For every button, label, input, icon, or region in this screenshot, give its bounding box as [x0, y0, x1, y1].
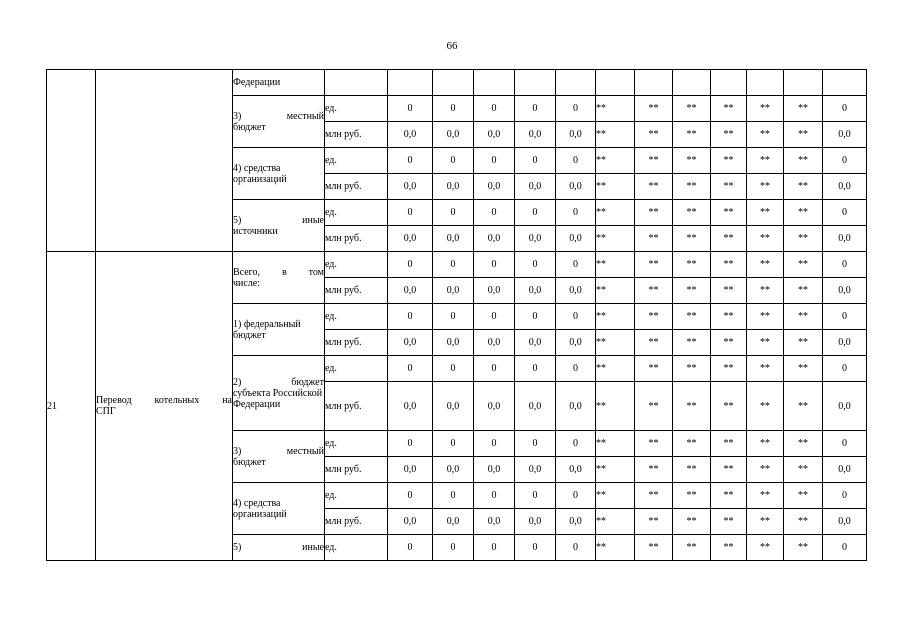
- value-cell: **: [673, 252, 711, 278]
- value-cell: 0: [515, 535, 556, 561]
- value-cell: 0: [823, 483, 867, 509]
- value-cell: **: [596, 535, 635, 561]
- value-cell: **: [784, 278, 823, 304]
- value-cell: 0,0: [556, 226, 596, 252]
- value-cell: **: [596, 330, 635, 356]
- value-cell: **: [747, 431, 784, 457]
- value-cell: 0,0: [433, 122, 474, 148]
- value-cell: **: [711, 226, 747, 252]
- value-cell: 0: [823, 431, 867, 457]
- value-cell: 0,0: [515, 226, 556, 252]
- value-cell: 0: [823, 200, 867, 226]
- unit-label: ед.: [325, 356, 388, 382]
- value-cell: 0,0: [474, 174, 515, 200]
- table-row: [47, 70, 867, 96]
- funding-source-line: 5) иные: [233, 214, 324, 226]
- budget-table: [46, 69, 867, 561]
- value-cell: **: [673, 278, 711, 304]
- value-cell: 0,0: [474, 330, 515, 356]
- value-cell: 0: [515, 252, 556, 278]
- value-cell: **: [673, 174, 711, 200]
- value-cell: 0,0: [433, 330, 474, 356]
- value-cell: 0,0: [823, 509, 867, 535]
- value-cell: **: [635, 278, 673, 304]
- value-cell: **: [596, 304, 635, 330]
- value-cell: 0,0: [433, 174, 474, 200]
- value-cell: 0: [515, 483, 556, 509]
- value-cell: **: [596, 509, 635, 535]
- value-cell: 0: [515, 200, 556, 226]
- value-cell: 0: [433, 96, 474, 122]
- value-cell: 0: [515, 431, 556, 457]
- value-cell: 0: [474, 252, 515, 278]
- funding-source: [233, 200, 325, 252]
- value-cell: **: [596, 431, 635, 457]
- value-cell: 0,0: [433, 382, 474, 431]
- value-cell: **: [711, 330, 747, 356]
- value-cell: **: [747, 200, 784, 226]
- value-cell: 0: [556, 431, 596, 457]
- value-cell: **: [635, 356, 673, 382]
- value-cell: **: [747, 278, 784, 304]
- unit-label: ед.: [325, 304, 388, 330]
- funding-source: [233, 535, 325, 561]
- value-cell: 0: [388, 535, 433, 561]
- value-cell: **: [673, 535, 711, 561]
- value-cell: 0: [388, 356, 433, 382]
- value-cell: **: [711, 382, 747, 431]
- unit-label: млн руб.: [325, 330, 388, 356]
- value-cell: 0,0: [823, 122, 867, 148]
- value-cell: **: [711, 148, 747, 174]
- value-cell: 0,0: [433, 509, 474, 535]
- funding-source-rest: числе:: [233, 277, 261, 289]
- value-cell: 0: [556, 535, 596, 561]
- value-cell: **: [711, 535, 747, 561]
- value-cell: **: [711, 509, 747, 535]
- value-cell: 0: [388, 96, 433, 122]
- row-name-line: Перевод котельных на: [96, 395, 232, 406]
- value-cell: **: [784, 382, 823, 431]
- funding-source-line: Всего, в том: [233, 266, 324, 278]
- value-cell: 0: [433, 252, 474, 278]
- unit-label: ед.: [325, 483, 388, 509]
- value-cell: **: [747, 457, 784, 483]
- unit-label: млн руб.: [325, 122, 388, 148]
- value-cell: 0: [515, 304, 556, 330]
- value-cell: 0,0: [433, 226, 474, 252]
- value-cell: **: [673, 96, 711, 122]
- value-cell: 0,0: [823, 226, 867, 252]
- value-cell: **: [711, 278, 747, 304]
- value-cell: **: [673, 457, 711, 483]
- value-cell: **: [673, 382, 711, 431]
- value-cell: **: [673, 226, 711, 252]
- funding-source: [233, 431, 325, 483]
- value-cell: 0: [433, 356, 474, 382]
- value-cell: 0,0: [556, 509, 596, 535]
- value-cell: **: [747, 356, 784, 382]
- value-cell: 0: [556, 252, 596, 278]
- value-cell: **: [747, 382, 784, 431]
- value-cell: **: [711, 483, 747, 509]
- value-cell: 0,0: [388, 278, 433, 304]
- value-cell: **: [711, 431, 747, 457]
- value-cell: 0: [823, 356, 867, 382]
- value-cell: [823, 70, 867, 96]
- value-cell: **: [673, 148, 711, 174]
- funding-source: [233, 96, 325, 148]
- value-cell: **: [673, 330, 711, 356]
- value-cell: **: [784, 200, 823, 226]
- value-cell: **: [784, 96, 823, 122]
- value-cell: **: [747, 252, 784, 278]
- value-cell: **: [784, 122, 823, 148]
- value-cell: 0,0: [474, 226, 515, 252]
- value-cell: 0,0: [823, 457, 867, 483]
- row-name-rest: СПГ: [96, 406, 116, 417]
- value-cell: **: [635, 252, 673, 278]
- unit-label: ед.: [325, 96, 388, 122]
- value-cell: 0,0: [823, 174, 867, 200]
- value-cell: 0: [556, 148, 596, 174]
- value-cell: 0: [515, 148, 556, 174]
- value-cell: 0: [474, 356, 515, 382]
- value-cell: **: [784, 483, 823, 509]
- value-cell: **: [784, 148, 823, 174]
- value-cell: **: [747, 330, 784, 356]
- value-cell: **: [711, 122, 747, 148]
- unit-label: млн руб.: [325, 509, 388, 535]
- value-cell: **: [673, 483, 711, 509]
- value-cell: [388, 70, 433, 96]
- value-cell: **: [673, 200, 711, 226]
- funding-source-line: 5) иные: [233, 542, 324, 553]
- value-cell: **: [635, 96, 673, 122]
- value-cell: **: [596, 382, 635, 431]
- funding-source-rest: бюджет: [233, 121, 266, 133]
- funding-source-line: 3) местный: [233, 110, 324, 122]
- unit-label: ед.: [325, 252, 388, 278]
- unit-label: ед.: [325, 200, 388, 226]
- value-cell: 0: [474, 148, 515, 174]
- value-cell: 0: [474, 535, 515, 561]
- value-cell: 0,0: [823, 278, 867, 304]
- value-cell: **: [747, 148, 784, 174]
- value-cell: 0: [474, 483, 515, 509]
- value-cell: 0,0: [388, 330, 433, 356]
- value-cell: 0: [474, 431, 515, 457]
- value-cell: 0,0: [474, 457, 515, 483]
- value-cell: 0: [433, 431, 474, 457]
- value-cell: 0,0: [823, 382, 867, 431]
- funding-source: [233, 252, 325, 304]
- value-cell: 0,0: [388, 457, 433, 483]
- value-cell: [673, 70, 711, 96]
- value-cell: [635, 70, 673, 96]
- value-cell: **: [635, 226, 673, 252]
- value-cell: **: [673, 431, 711, 457]
- value-cell: 0: [556, 356, 596, 382]
- value-cell: **: [635, 382, 673, 431]
- funding-source-line: 3) местный: [233, 445, 324, 457]
- value-cell: **: [635, 483, 673, 509]
- value-cell: 0,0: [474, 122, 515, 148]
- value-cell: **: [635, 174, 673, 200]
- value-cell: [515, 70, 556, 96]
- value-cell: **: [596, 457, 635, 483]
- value-cell: **: [711, 304, 747, 330]
- value-cell: **: [635, 330, 673, 356]
- value-cell: 0: [474, 200, 515, 226]
- funding-source: 4) средства организаций: [233, 148, 325, 200]
- value-cell: **: [784, 174, 823, 200]
- value-cell: 0,0: [515, 457, 556, 483]
- value-cell: 0: [388, 304, 433, 330]
- value-cell: 0,0: [515, 509, 556, 535]
- row-number: [47, 70, 96, 252]
- value-cell: **: [747, 174, 784, 200]
- value-cell: 0: [556, 304, 596, 330]
- funding-source-rest: бюджет: [233, 456, 266, 468]
- value-cell: **: [673, 122, 711, 148]
- value-cell: 0,0: [515, 382, 556, 431]
- value-cell: 0,0: [474, 278, 515, 304]
- funding-source-rest: субъекта Российской Федерации: [233, 387, 323, 410]
- value-cell: 0: [474, 304, 515, 330]
- value-cell: **: [784, 509, 823, 535]
- unit-label: ед.: [325, 431, 388, 457]
- unit-label: млн руб.: [325, 457, 388, 483]
- value-cell: 0,0: [556, 330, 596, 356]
- value-cell: **: [596, 148, 635, 174]
- funding-source: 1) федеральный бюджет: [233, 304, 325, 356]
- funding-source: 4) средства организаций: [233, 483, 325, 535]
- funding-source: Федерации: [233, 70, 325, 96]
- value-cell: [556, 70, 596, 96]
- value-cell: **: [784, 431, 823, 457]
- value-cell: **: [635, 457, 673, 483]
- value-cell: 0,0: [433, 278, 474, 304]
- value-cell: [474, 70, 515, 96]
- value-cell: 0,0: [515, 278, 556, 304]
- value-cell: 0: [388, 252, 433, 278]
- value-cell: **: [747, 122, 784, 148]
- value-cell: **: [596, 278, 635, 304]
- value-cell: 0,0: [556, 122, 596, 148]
- value-cell: 0,0: [474, 509, 515, 535]
- value-cell: 0,0: [433, 457, 474, 483]
- value-cell: 0: [556, 200, 596, 226]
- value-cell: 0,0: [388, 226, 433, 252]
- row-name: [96, 252, 233, 561]
- value-cell: 0,0: [556, 174, 596, 200]
- page-number: 66: [446, 40, 458, 52]
- value-cell: **: [635, 122, 673, 148]
- value-cell: **: [596, 174, 635, 200]
- value-cell: 0: [433, 304, 474, 330]
- value-cell: 0: [823, 252, 867, 278]
- value-cell: **: [747, 96, 784, 122]
- funding-source: [233, 356, 325, 431]
- value-cell: 0: [388, 200, 433, 226]
- value-cell: 0: [823, 535, 867, 561]
- value-cell: 0: [433, 148, 474, 174]
- value-cell: [711, 70, 747, 96]
- value-cell: **: [596, 483, 635, 509]
- value-cell: [433, 70, 474, 96]
- value-cell: 0: [433, 200, 474, 226]
- value-cell: 0: [823, 148, 867, 174]
- unit-label: млн руб.: [325, 174, 388, 200]
- value-cell: 0: [474, 96, 515, 122]
- value-cell: 0,0: [515, 330, 556, 356]
- value-cell: **: [635, 148, 673, 174]
- funding-source-line: 2) бюджет: [233, 376, 324, 388]
- row-number: 21: [47, 252, 96, 561]
- value-cell: 0: [556, 483, 596, 509]
- value-cell: **: [596, 200, 635, 226]
- value-cell: **: [784, 535, 823, 561]
- value-cell: **: [747, 226, 784, 252]
- value-cell: 0: [388, 148, 433, 174]
- value-cell: 0: [433, 483, 474, 509]
- table-body: [47, 70, 867, 561]
- unit-label: млн руб.: [325, 382, 388, 431]
- value-cell: 0: [388, 431, 433, 457]
- value-cell: 0,0: [474, 382, 515, 431]
- value-cell: 0: [433, 535, 474, 561]
- value-cell: **: [673, 509, 711, 535]
- value-cell: **: [711, 96, 747, 122]
- value-cell: **: [711, 174, 747, 200]
- value-cell: 0,0: [515, 174, 556, 200]
- value-cell: [596, 70, 635, 96]
- value-cell: **: [635, 509, 673, 535]
- value-cell: 0,0: [388, 382, 433, 431]
- value-cell: **: [711, 356, 747, 382]
- value-cell: **: [635, 535, 673, 561]
- value-cell: 0: [515, 96, 556, 122]
- unit-label: млн руб.: [325, 278, 388, 304]
- row-name: [96, 70, 233, 252]
- value-cell: **: [784, 330, 823, 356]
- value-cell: 0,0: [388, 509, 433, 535]
- value-cell: 0,0: [515, 122, 556, 148]
- value-cell: **: [635, 431, 673, 457]
- value-cell: **: [711, 200, 747, 226]
- value-cell: **: [596, 122, 635, 148]
- value-cell: **: [711, 457, 747, 483]
- value-cell: **: [747, 509, 784, 535]
- funding-source-rest: источники: [233, 225, 278, 237]
- unit-label: ед.: [325, 535, 388, 561]
- unit-label: ед.: [325, 148, 388, 174]
- value-cell: 0: [556, 96, 596, 122]
- value-cell: 0: [823, 304, 867, 330]
- value-cell: **: [673, 356, 711, 382]
- value-cell: 0,0: [556, 457, 596, 483]
- table-row: [47, 252, 867, 278]
- value-cell: **: [596, 252, 635, 278]
- value-cell: **: [596, 356, 635, 382]
- unit-label: [325, 70, 388, 96]
- value-cell: **: [635, 200, 673, 226]
- value-cell: **: [784, 252, 823, 278]
- value-cell: 0,0: [388, 122, 433, 148]
- value-cell: 0,0: [556, 278, 596, 304]
- value-cell: 0: [388, 483, 433, 509]
- value-cell: **: [596, 226, 635, 252]
- value-cell: **: [711, 252, 747, 278]
- value-cell: **: [747, 535, 784, 561]
- value-cell: **: [596, 96, 635, 122]
- value-cell: 0,0: [556, 382, 596, 431]
- value-cell: 0,0: [388, 174, 433, 200]
- value-cell: **: [784, 226, 823, 252]
- value-cell: **: [635, 304, 673, 330]
- value-cell: **: [747, 483, 784, 509]
- value-cell: 0: [515, 356, 556, 382]
- value-cell: 0,0: [823, 330, 867, 356]
- value-cell: [784, 70, 823, 96]
- value-cell: **: [747, 304, 784, 330]
- unit-label: млн руб.: [325, 226, 388, 252]
- value-cell: 0: [823, 96, 867, 122]
- value-cell: **: [784, 304, 823, 330]
- value-cell: **: [784, 356, 823, 382]
- value-cell: **: [673, 304, 711, 330]
- value-cell: [747, 70, 784, 96]
- value-cell: **: [784, 457, 823, 483]
